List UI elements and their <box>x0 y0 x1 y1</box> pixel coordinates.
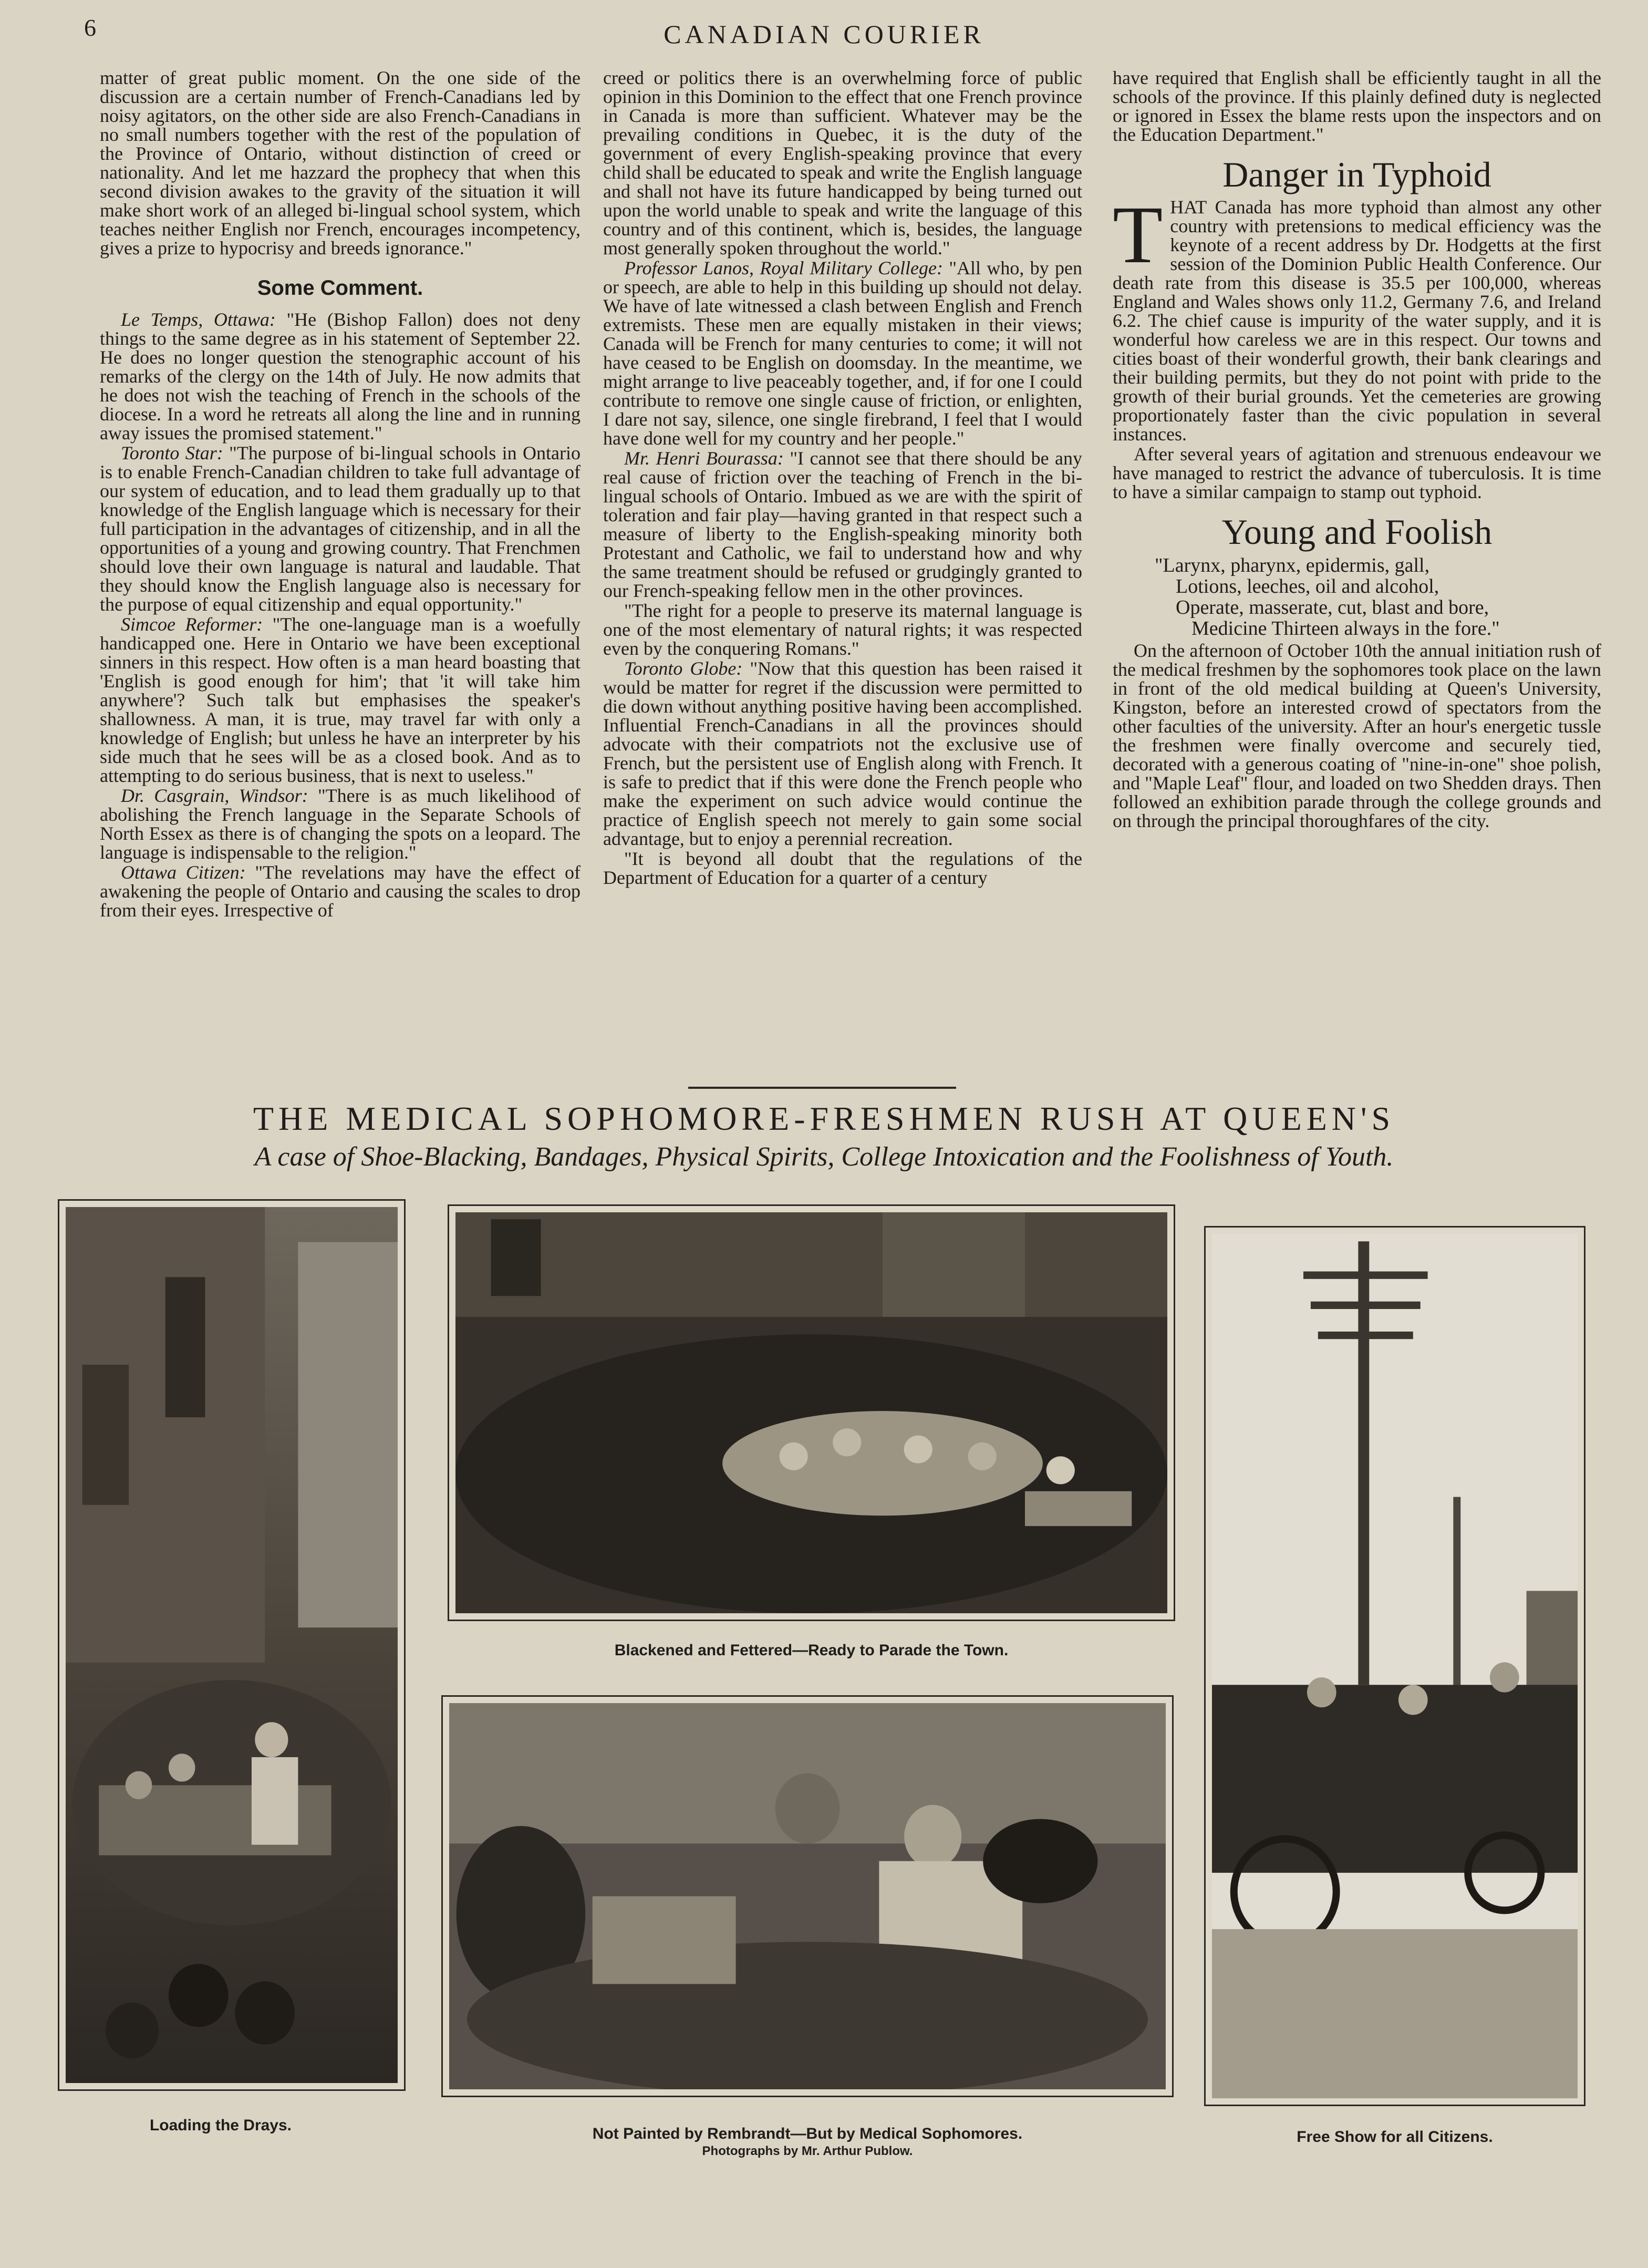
photo-image <box>66 1207 398 2083</box>
masthead: CANADIAN COURIER <box>664 19 984 49</box>
quote-text: "It is beyond all doubt that the regulations of the Department of Education for a quarter of a century <box>603 848 1082 888</box>
quote-paragraph <box>100 863 581 920</box>
typhoid-heading: Danger in Typhoid <box>1222 154 1491 194</box>
photo-illustration <box>1212 1234 1578 2098</box>
column-2 <box>603 68 1082 888</box>
poem-line: Medicine Thirteen always in the fore." <box>1191 617 1500 640</box>
quote-text: "Now that this question has been raised it would be matter for regret if the discussion were permitted to die down without anything positive having been accomplished. Influential French-Canadians in all the provinces should advocate with their compatriots not the exclusive use of French, but the persistent use of English along with French. It is safe to predict that if this were done the French people who make the experiment on such advice would continue the practice of English speech not merely to gain some social advantage, but to enjoy a perennial recreation. <box>603 658 1083 849</box>
foolish-paragraph: On the afternoon of October 10th the annual initiation rush of the medical freshmen by the sophomores took place on the lawn in front of the old medical building at Queen's University, Kingston, before an interested crowd of spectators from the other faculties of the university. After an hour's energetic tussle the freshmen were finally overcome and securely tied, decorated with a generous coating of "nine-in-one" shoe polish, and "Maple Leaf" flour, and loaded on two Shedden drays. Then followed an exhibition parade through the college grounds and on through the principal thoroughfares of the city. <box>1113 640 1601 831</box>
quote-paragraph <box>603 259 1082 448</box>
photo-painted-faces <box>441 1695 1174 2097</box>
col3-intro: have required that English shall be efficiently taught in all the schools of the province. If this plainly defined duty is neglected or ignored in Essex the blame rests upon the inspectors and on the Education Department." <box>1113 67 1601 145</box>
quote-text: "The right for a people to preserve its maternal language is one of the most elementary of natural rights; it was respected even by the conquering Romans." <box>603 600 1082 659</box>
quote-text: "The purpose of bi-lingual schools in Ontario is to enable French-Canadian children to take full advantage of our system of education, and to lead them gradually up to that knowledge of the English language which is necessary for their full participation in the advantages of citizenship, and in all the opportunities of a young and growing country. That Frenchmen should love their own language is natural and laudable. That they should know the English language also is necessary for the purpose of equal citizenship and equal opportunity." <box>100 442 581 615</box>
quote-source: Ottawa Citizen: <box>121 862 246 883</box>
quote-source: Dr. Casgrain, Windsor: <box>121 785 308 806</box>
quote-paragraph <box>603 601 1082 658</box>
photo-image <box>455 1212 1167 1613</box>
quote-source: Mr. Henri Bourassa: <box>624 448 784 469</box>
photo-illustration <box>66 1207 398 2083</box>
drop-cap: T <box>1113 189 1163 280</box>
typhoid-text: HAT Canada has more typhoid than almost any other country with pretensions to medical efficiency was the keynote of a recent address by Dr. Hodgetts at the first session of the Dominion Public Health Conference. Our death rate from this disease is 35.5 per 100,000, whereas England and Wales shows only 11.2, Germany 7.6, and Ireland 6.2. The chief cause is impurity of the water supply, and it is wonderful how careless we are in this respect. Our towns and cities boast of their wonderful growth, their bank clearings and their building permits, but they do not point with pride to the growth of their burial grounds. Yet the cemeteries are growing proportionately faster than the civic population in several instances. <box>1113 197 1601 445</box>
caption-blackened: Blackened and Fettered—Ready to Parade the Town. <box>614 1642 1009 1659</box>
section-divider <box>688 1087 956 1089</box>
typhoid-paragraph <box>1113 189 1601 445</box>
poem-line: "Larynx, pharynx, epidermis, gall, <box>1155 554 1430 576</box>
quote-source: Toronto Globe: <box>624 658 743 679</box>
quote-source: Simcoe Reformer: <box>121 614 263 635</box>
caption-free-show: Free Show for all Citizens. <box>1297 2128 1493 2146</box>
quote-paragraph <box>100 615 581 785</box>
photo-illustration <box>449 1703 1166 2089</box>
quote-text: "The one-language man is a woefully handicapped one. Here in Ontario we have been exceptional sinners in this respect. How often is a man heard boasting that 'English is good enough for him'; that 'it will take him anywhere'? Such talk but emphasises the speaker's shallowness. A man, it is true, may travel far with only a knowledge of English; but unless he have an interpreter by his side much that he sees will be as a closed book. And as to attempting to do serious business, that is next to useless." <box>100 614 581 786</box>
col2-intro: creed or politics there is an overwhelming force of public opinion in this Dominion to the effect that one French province in Canada is more than sufficient. Whatever may be the prevailing conditions in Quebec, it is the duty of the government of every English-speaking province that every child shall be educated to speak and write the English language and shall not have its future handicapped by being turned out upon the world unable to speak and write the language of this country and of this continent, which is, besides, the language most generally spoken throughout the world." <box>603 67 1082 259</box>
quote-text: "He (Bishop Fallon) does not deny things to the same degree as in his statement of September 22. He does no longer question the stenographic account of his remarks of the clergy on the 14th of July. He now admits that he does not wish the teaching of French in the schools of the diocese. In a word he retreats all along the line and in running away issues the promised statement." <box>100 309 581 444</box>
typhoid-paragraph-2: After several years of agitation and strenuous endeavour we have managed to restrict the advance of tuberculosis. It is time to have a similar campaign to stamp out typhoid. <box>1113 444 1601 502</box>
column-1 <box>100 68 581 921</box>
photo-free-show <box>1204 1226 1585 2106</box>
quote-source: Le Temps, Ottawa: <box>121 309 276 330</box>
column-3 <box>1113 68 1601 831</box>
quote-paragraph <box>603 449 1082 600</box>
foolish-heading: Young and Foolish <box>1221 512 1492 552</box>
quote-paragraph <box>100 310 581 442</box>
photo-image <box>449 1703 1166 2089</box>
photo-credit: Photographs by Mr. Arthur Publow. <box>702 2144 913 2158</box>
quote-paragraph <box>100 444 581 614</box>
photo-illustration <box>455 1212 1167 1613</box>
quote-text: "There is as much likelihood of abolishing the French language in the Separate Schools of North Essex as there is of changing the spots on a leopard. The language is indispensable to the religion." <box>100 785 581 863</box>
quote-paragraph <box>100 786 581 862</box>
caption-loading: Loading the Drays. <box>149 2117 292 2134</box>
photo-image <box>1212 1234 1578 2098</box>
photo-loading-drays <box>58 1199 406 2091</box>
quote-source: Professor Lanos, Royal Military College: <box>624 257 943 279</box>
page-number: 6 <box>84 14 96 41</box>
quote-paragraph <box>603 849 1082 887</box>
quote-source: Toronto Star: <box>121 442 223 463</box>
feature-title: THE MEDICAL SOPHOMORE-FRESHMEN RUSH AT QUEEN'S <box>253 1100 1395 1137</box>
photo-blackened-fettered <box>448 1204 1175 1621</box>
feature-subtitle: A case of Shoe-Blacking, Bandages, Physical Spirits, College Intoxication and the Foolishness of Youth. <box>254 1142 1394 1172</box>
poem-line: Lotions, leeches, oil and alcohol, <box>1176 575 1439 597</box>
poem <box>1113 555 1601 639</box>
poem-line: Operate, masserate, cut, blast and bore, <box>1176 596 1489 618</box>
some-comment-heading: Some Comment. <box>257 276 423 300</box>
quote-text: "I cannot see that there should be any real cause of friction over the teaching of French in the bi-lingual schools of Ontario. Imbued as we are with the spirit of toleration and fair play—having granted in that respect such a measure of liberty to the English-speaking minority both Protestant and Catholic, we fail to understand how and why the same treatment should be refused or grudgingly granted to our French-speaking fellow men in the other provinces. <box>603 448 1082 601</box>
quote-paragraph <box>603 659 1082 848</box>
quote-text: "All who, by pen or speech, are able to help in this building up should not delay. We have of late witnessed a clash between English and French extremists. These men are equally mistaken in their views; Canada will be French for many centuries to come; it will not have ceased to be English on doomsday. In the meantime, we might arrange to live peaceably together, and, if for one I could contribute to remove one single cause of friction, or enlighten, I dare not say, silence, one single firebrand, I feel that I would have done well for my country and her people." <box>603 257 1082 449</box>
quote-text: "The revelations may have the effect of awakening the people of Ontario and causing the scales to drop from their eyes. Irrespective of <box>100 862 581 921</box>
col1-intro: matter of great public moment. On the one side of the discussion are a certain number of French-Canadians led by noisy agitators, on the other side are also French-Canadians in no small numbers together with the rest of the population of the Province of Ontario, without distinction of creed or nationality. And let me hazzard the prophecy that when this second division awakes to the gravity of the situation it will make short work of an alleged bi-lingual school system, which teaches neither English nor French, encourages incompetency, gives a prize to hypocrisy and breeds ignorance." <box>100 67 581 259</box>
caption-rembrandt: Not Painted by Rembrandt—But by Medical Sophomores. <box>592 2125 1023 2142</box>
